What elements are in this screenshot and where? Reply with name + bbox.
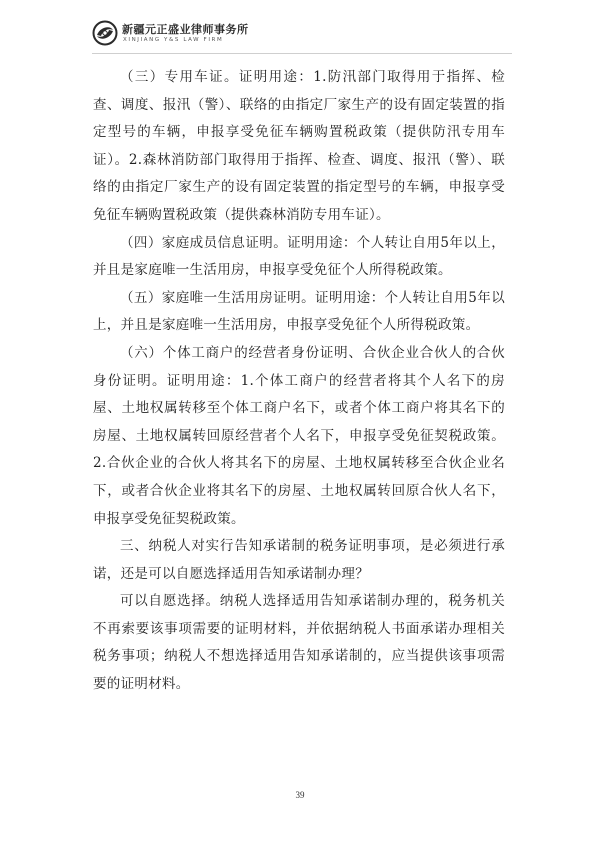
paragraph-sole-residence: （五）家庭唯一生活用房证明。证明用途：个人转让自用5年以上，并且是家庭唯一生活用房，申报享受免征个人所得税政策。 xyxy=(93,289,505,334)
page-number: 39 xyxy=(295,790,305,800)
section-heading-question: 三、纳税人对实行告知承诺制的税务证明事项，是必须进行承诺，还是可以自愿选择适用告知承诺制办理？ xyxy=(93,538,505,582)
page-header xyxy=(92,16,512,56)
paragraph-family-member-info: （四）家庭成员信息证明。证明用途：个人转让自用5年以上，并且是家庭唯一生活用房，申报享受免征个人所得税政策。 xyxy=(93,234,505,279)
firm-name-en: XINJIANG Y&S LAW FIRM xyxy=(123,37,224,43)
paragraph-special-vehicle-certificate: （三）专用车证。证明用途：1.防汛部门取得用于指挥、检查、调度、报汛（警）、联络的由指定厂家生产的设有固定装置的指定型号的车辆，申报享受免征车辆购置税政策（提供防汛专用车证）。2.森林消防部门取得用于指挥、检查、调度、报汛（警）、联络的由指定厂家生产的设有固定装置的指定型号的车辆，申报享受免征车辆购置税政策（提供森林消防专用车证）。 xyxy=(93,69,505,223)
document-body xyxy=(93,64,505,699)
firm-name-cn: 新疆元正盛业律师事务所 xyxy=(122,23,249,36)
paragraph-answer: 可以自愿选择。纳税人选择适用告知承诺制办理的，税务机关不再索要该事项需要的证明材料，并依据纳税人书面承诺办理相关税务事项；纳税人不想选择适用告知承诺制的，应当提供该事项需要的证明材料。 xyxy=(93,593,505,693)
paragraph-business-partner-identity: （六）个体工商户的经营者身份证明、合伙企业合伙人的合伙身份证明。证明用途：1.个体工商户的经营者将其个人名下的房屋、土地权属转移至个体工商户名下，或者个体工商户将其名下的房屋、土地权属转回原经营者个人名下，申报享受免征契税政策。2.合伙企业的合伙人将其名下的房屋、土地权属转移至合伙企业名下，或者合伙企业将其名下的房屋、土地权属转回原合伙人名下，申报享受免征契税政策。 xyxy=(93,344,505,527)
firm-logo-icon xyxy=(92,20,118,46)
header-divider xyxy=(92,53,512,54)
